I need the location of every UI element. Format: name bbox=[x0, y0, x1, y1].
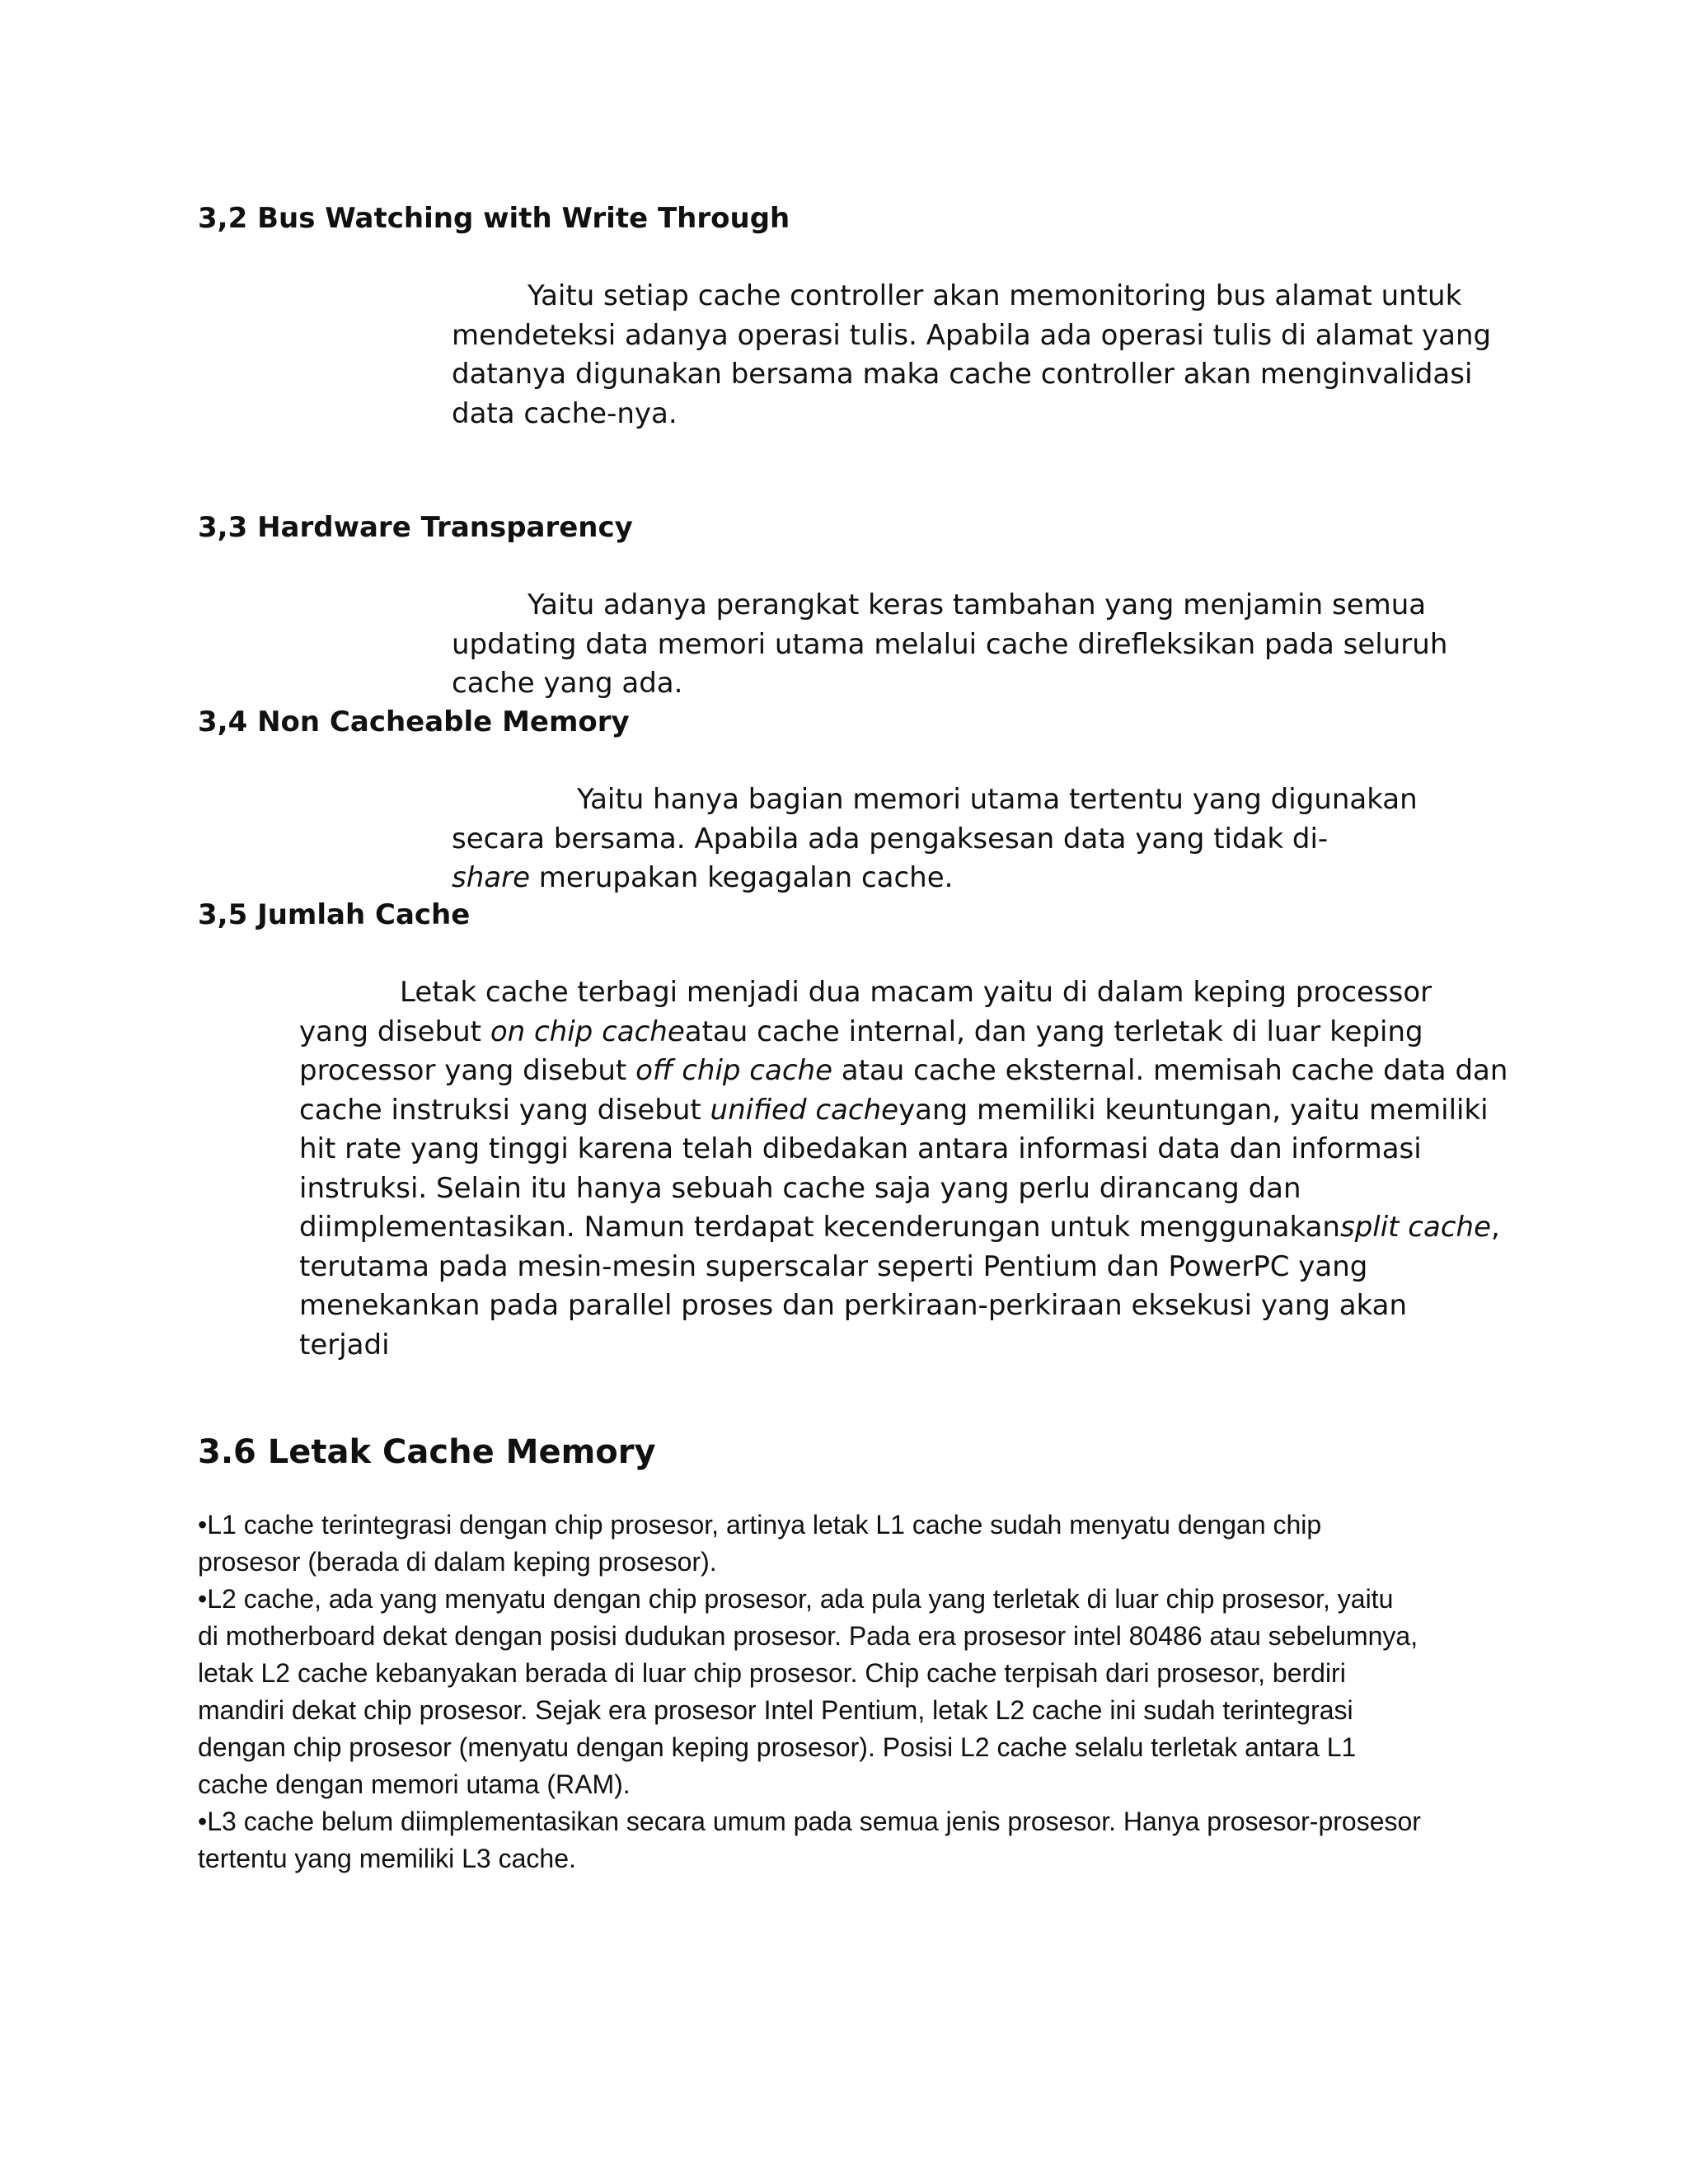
paragraph-non-cacheable-memory bbox=[452, 780, 1418, 898]
text-line bbox=[452, 859, 1418, 898]
text-fragment: yang disebut bbox=[299, 1015, 490, 1048]
bullet-line: tertentu yang memiliki L3 cache. bbox=[198, 1844, 576, 1873]
bullet-line: dengan chip prosesor (menyatu dengan keping prosesor). Posisi L2 cache selalu terletak antara L1 bbox=[198, 1732, 1357, 1762]
text-line: instruksi. Selain itu hanya sebuah cache saja yang perlu dirancang dan bbox=[299, 1171, 1301, 1205]
text-fragment: merupakan kegagalan cache. bbox=[530, 861, 954, 894]
heading-hardware-transparency: 3,3 Hardware Transparency bbox=[198, 511, 633, 544]
bullet-line: di motherboard dekat dengan posisi dudukan prosesor. Pada era prosesor intel 80486 atau sebelumnya, bbox=[198, 1621, 1418, 1651]
text-line: Yaitu hanya bagian memori utama tertentu yang digunakan bbox=[577, 783, 1418, 816]
text-line: data cache-nya. bbox=[452, 396, 678, 430]
text-line bbox=[299, 1052, 1507, 1091]
text-line: datanya digunakan bersama maka cache controller akan menginvalidasi bbox=[452, 358, 1473, 391]
text-line: Yaitu adanya perangkat keras tambahan yang menjamin semua bbox=[528, 588, 1427, 621]
text-line bbox=[299, 1013, 1507, 1052]
text-line bbox=[299, 1208, 1507, 1248]
paragraph-bus-watching bbox=[452, 277, 1491, 434]
text-fragment: , bbox=[1491, 1211, 1500, 1244]
text-fragment: processor yang disebut bbox=[299, 1054, 636, 1087]
bullet-line: •L1 cache terintegrasi dengan chip prosesor, artinya letak L1 cache sudah menyatu dengan chip bbox=[198, 1510, 1322, 1540]
text-line: Yaitu setiap cache controller akan memonitoring bus alamat untuk bbox=[528, 279, 1462, 312]
text-line: hit rate yang tinggi karena telah dibedakan antara informasi data dan informasi bbox=[299, 1132, 1422, 1165]
bullet-line: •L2 cache, ada yang menyatu dengan chip prosesor, ada pula yang terletak di luar chip prosesor, yaitu bbox=[198, 1584, 1394, 1614]
italic-term: unified cache bbox=[710, 1093, 899, 1127]
bullet-line: prosesor (berada di dalam keping prosesor). bbox=[198, 1547, 717, 1577]
italic-term: off chip cache bbox=[635, 1054, 832, 1087]
bullet-line: cache dengan memori utama (RAM). bbox=[198, 1769, 631, 1799]
bullet-line: mandiri dekat chip prosesor. Sejak era prosesor Intel Pentium, letak L2 cache ini sudah terintegrasi bbox=[198, 1695, 1353, 1725]
text-line: updating data memori utama melalui cache direfleksikan pada seluruh bbox=[452, 627, 1448, 661]
text-line: secara bersama. Apabila ada pengaksesan data yang tidak di- bbox=[452, 822, 1329, 855]
text-line: mendeteksi adanya operasi tulis. Apabila ada operasi tulis di alamat yang bbox=[452, 318, 1492, 352]
heading-bus-watching: 3,2 Bus Watching with Write Through bbox=[198, 202, 790, 235]
text-line: terjadi bbox=[299, 1328, 390, 1361]
text-line: Letak cache terbagi menjadi dua macam yaitu di dalam keping processor bbox=[400, 976, 1432, 1009]
heading-jumlah-cache: 3,5 Jumlah Cache bbox=[198, 898, 471, 931]
text-fragment: yang memiliki keuntungan, yaitu memiliki bbox=[898, 1093, 1489, 1127]
text-line bbox=[299, 1091, 1507, 1131]
heading-letak-cache-memory: 3.6 Letak Cache Memory bbox=[198, 1433, 656, 1471]
text-fragment: diimplementasikan. Namun terdapat kecenderungan untuk menggunakan bbox=[299, 1211, 1340, 1244]
text-fragment: atau cache internal, dan yang terletak di luar keping bbox=[684, 1015, 1423, 1048]
bullet-line: letak L2 cache kebanyakan berada di luar chip prosesor. Chip cache terpisah dari prosesor, berdiri bbox=[198, 1658, 1346, 1688]
paragraph-hardware-transparency bbox=[452, 586, 1447, 704]
italic-term: on chip cache bbox=[490, 1015, 685, 1048]
italic-term: split cache bbox=[1339, 1211, 1491, 1244]
text-line: menekankan pada parallel proses dan perkiraan-perkiraan eksekusi yang akan bbox=[299, 1289, 1408, 1322]
heading-non-cacheable-memory: 3,4 Non Cacheable Memory bbox=[198, 705, 630, 738]
text-line: cache yang ada. bbox=[452, 667, 683, 700]
text-fragment: cache instruksi yang disebut bbox=[299, 1093, 710, 1127]
bullet-line: •L3 cache belum diimplementasikan secara umum pada semua jenis prosesor. Hanya prosesor-prosesor bbox=[198, 1807, 1421, 1836]
italic-term: share bbox=[452, 861, 530, 894]
text-fragment: atau cache eksternal. memisah cache data dan bbox=[832, 1054, 1508, 1087]
paragraph-jumlah-cache bbox=[299, 973, 1507, 1365]
paragraph-letak-cache-memory bbox=[198, 1507, 1421, 1877]
text-line: terutama pada mesin-mesin superscalar seperti Pentium dan PowerPC yang bbox=[299, 1249, 1368, 1283]
